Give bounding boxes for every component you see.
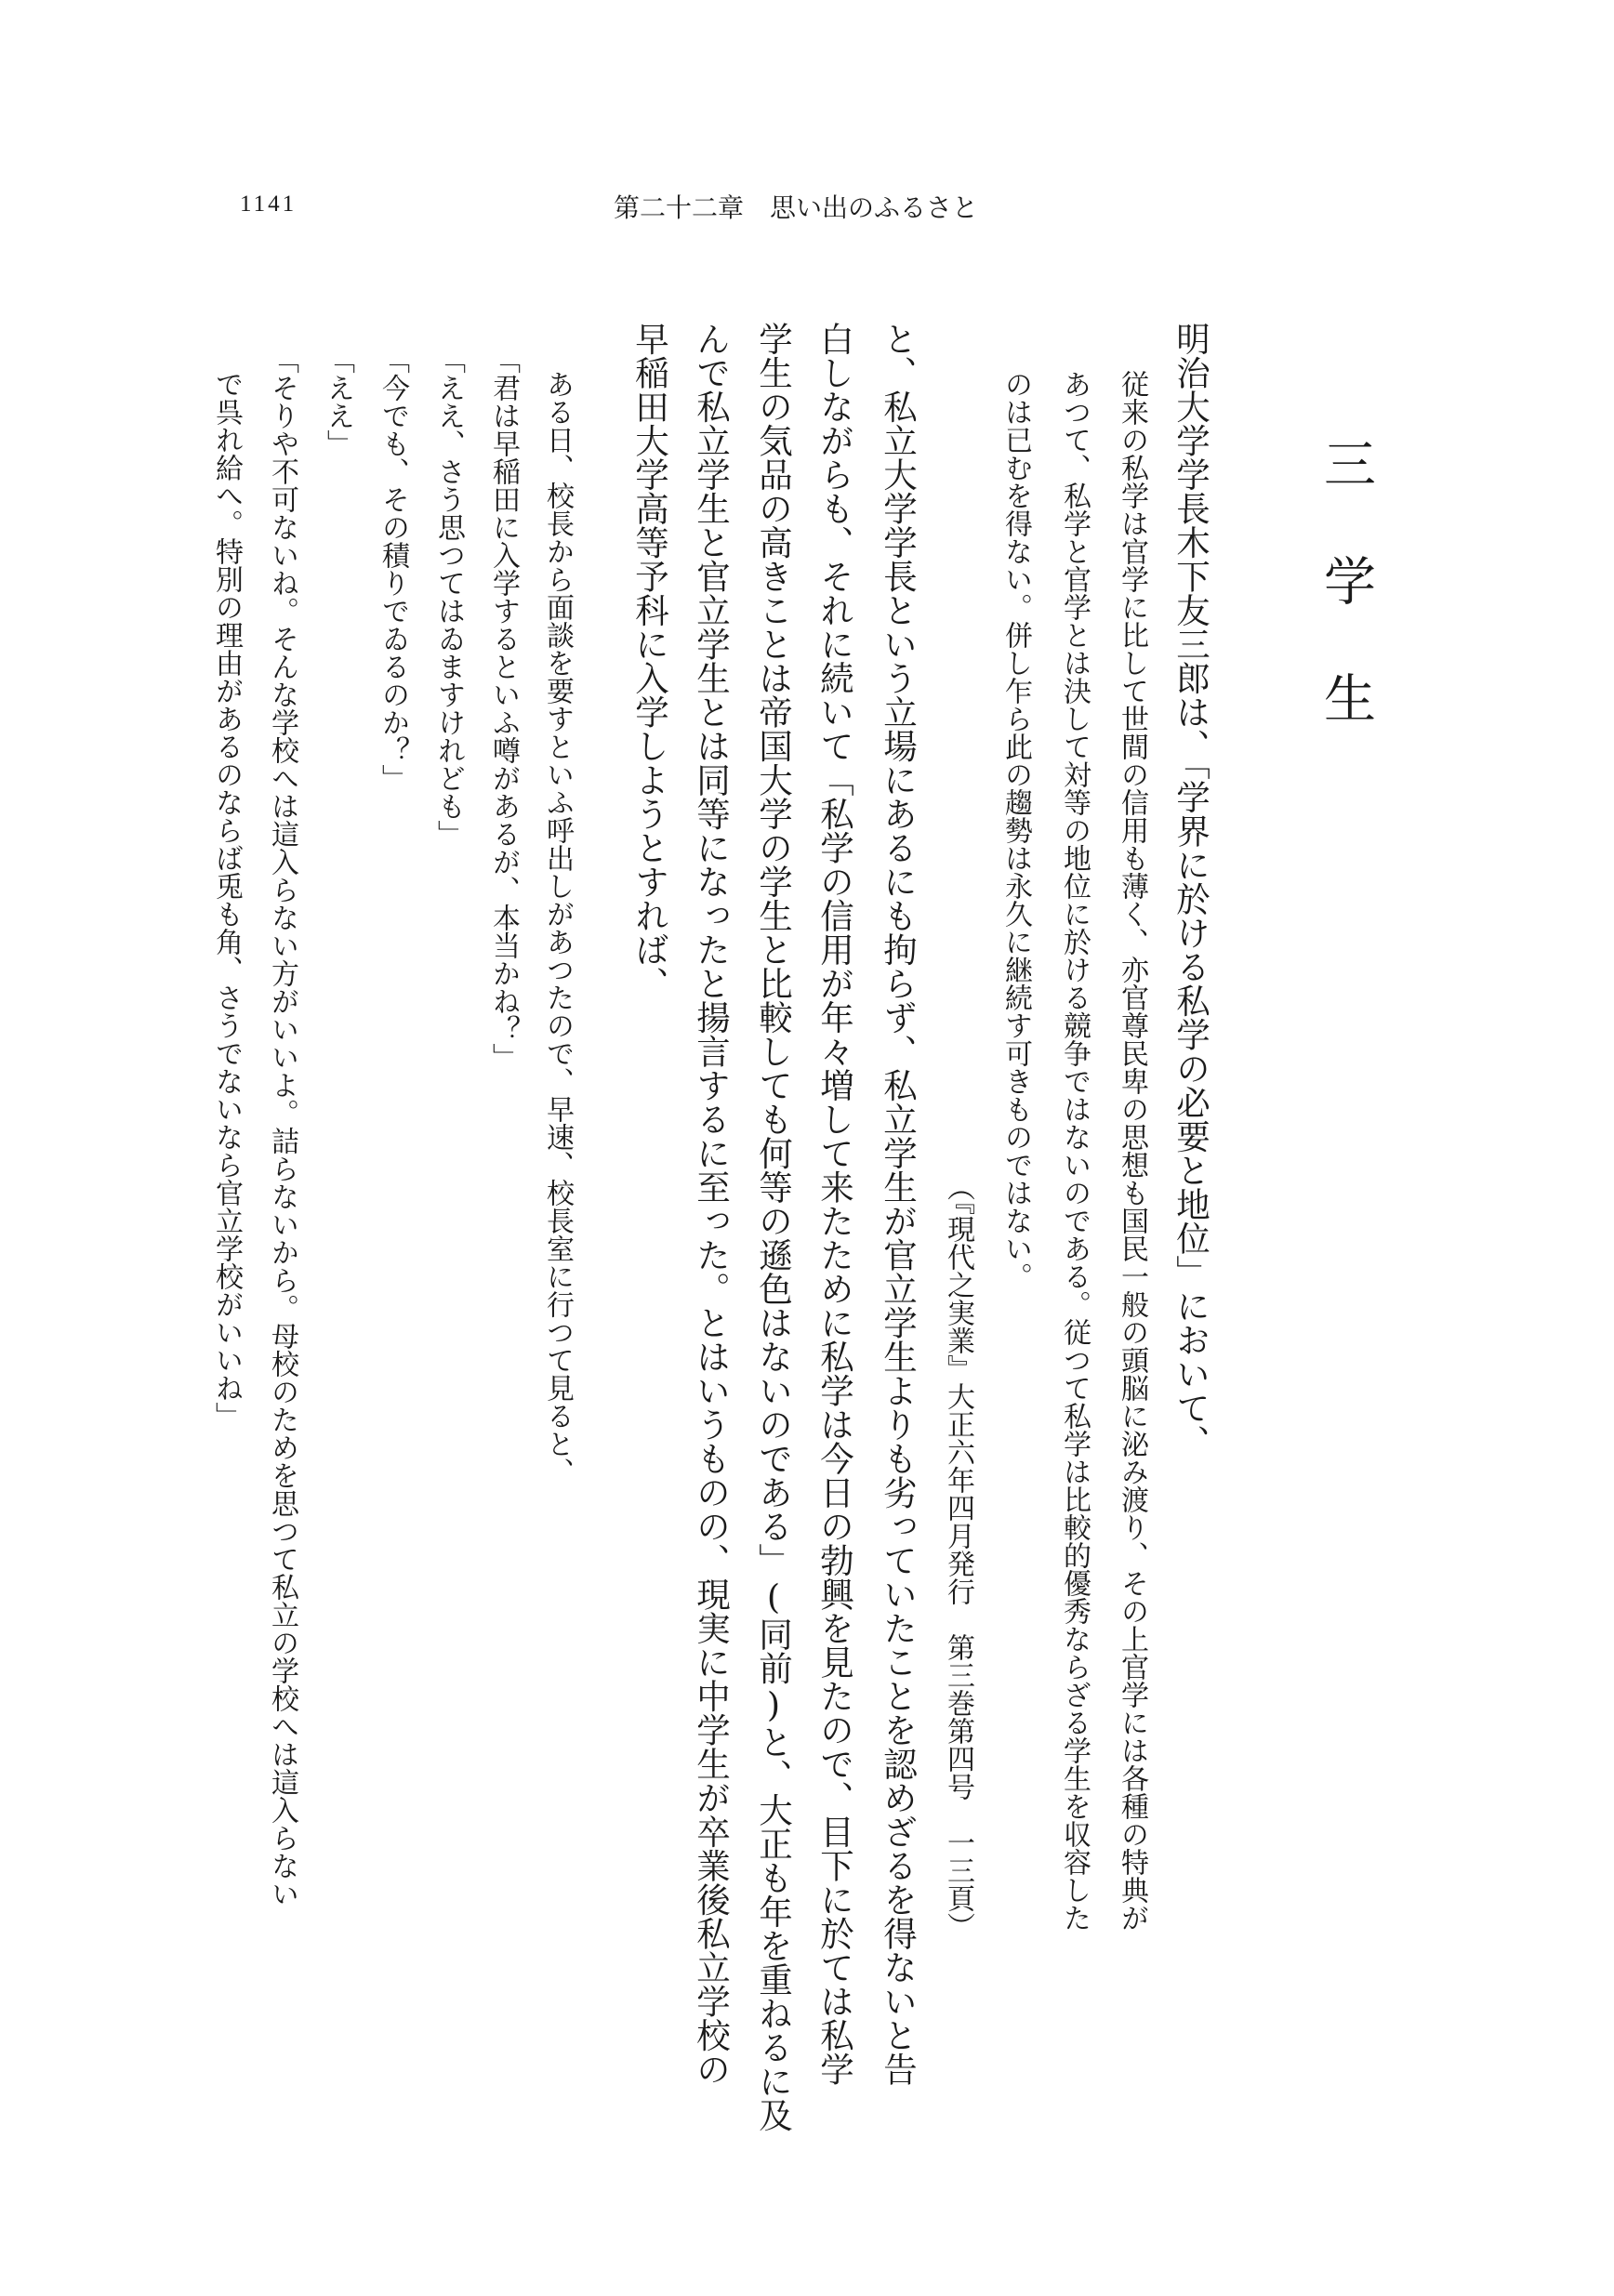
dialogue-line: 「ええ」 [322,346,354,457]
intro-lead-line: 明治大学学長木下友三郎は、「学界に於ける私学の必要と地位」において、 [1171,322,1211,1458]
section-title: 三学生 [1316,437,1376,788]
dialogue-line: 「ええ、さう思つてはゐますけれども」 [432,346,465,848]
quote-line: あつて、私学と官学とは決して対等の地位に於ける競争ではないのである。従つて私学は比較的優秀ならざる学生を収容した [1058,370,1091,1932]
dialogue-line: 「君は早稲田に入学するといふ噂があるが、本当かね？」 [487,346,520,1071]
dialogue-line: 「そりや不可ないね。そんな学校へは這入らない方がいいよ。詰らないから。母校のためを思つて私立の学校へは這入らない [266,346,298,1907]
body-line: 早稲田大学高等予科に入学しようとすれば、 [629,322,670,1000]
dialogue-line: 「今でも、その積りでゐるのか？」 [377,346,409,792]
dialogue-line: ある日、校長から面談を要すといふ呼出しがあつたので、早速、校長室に行つて見ると、 [541,370,574,1485]
quote-line: 従来の私学は官学に比して世間の信用も薄く、亦官尊民卑の思想も国民一般の頭脳に泌み渡り、その上官学には各種の特典が [1116,370,1148,1932]
source-citation: （『現代之実業』大正六年四月発行 第三巻第四号 一三頁） [942,1173,974,1940]
dialogue-line: で呉れ給へ。特別の理由があるのならば兎も角、さうでないなら官立学校がいいね」 [210,370,243,1430]
quote-line: のは已むを得ない。併し乍ら此の趨勢は永久に継続す可きものではない。 [999,370,1032,1290]
body-line: 白しながらも、それに続いて「私学の信用が年々増して来たために私学は今日の勃興を見たので、目下に於ては私学 [814,322,855,2086]
body-line: 学生の気品の高きことは帝国大学の学生と比較しても何等の遜色はないのである」(同前)と、大正も年を重ねるに及 [753,322,794,2132]
body-line: と、私立大学学長という立場にあるにも拘らず、私立学生が官立学生よりも劣っていたことを認めざるを得ないと告 [878,322,919,2086]
page-number: 1141 [240,191,298,217]
running-header: 第二十二章 思い出のふるさと [614,192,979,223]
body-line: んで私立学生と官立学生とは同等になったと揚言するに至った。とはいうものの、現実に中学生が卒業後私立学校の [691,322,732,2086]
